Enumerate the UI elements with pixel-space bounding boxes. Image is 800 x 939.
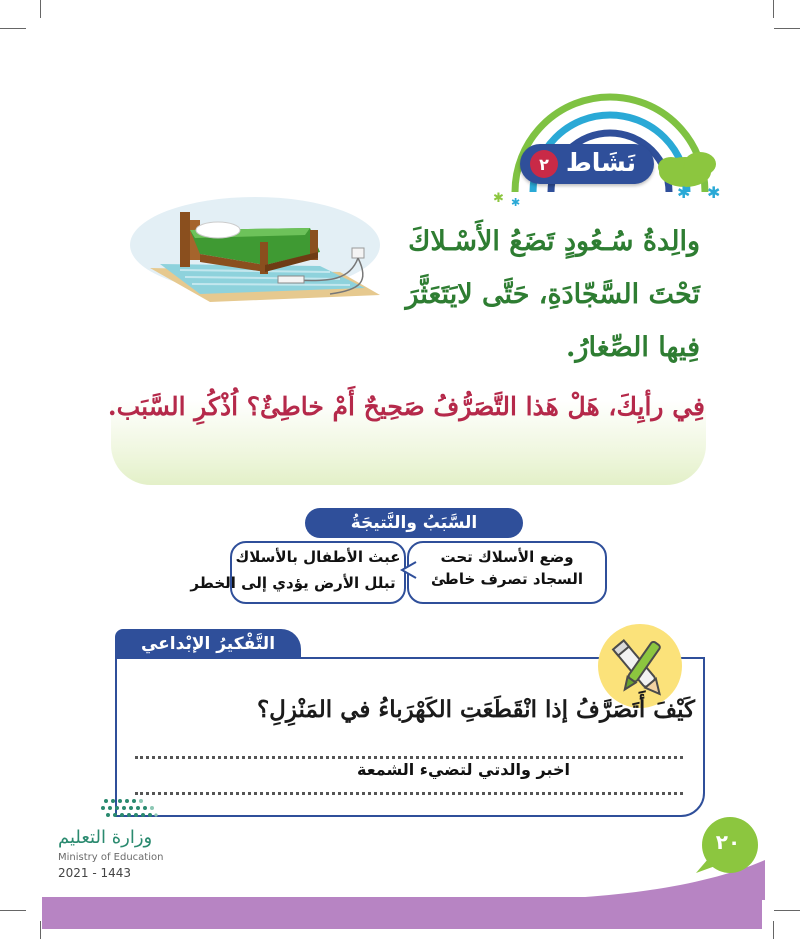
activity-title: نَشَاط <box>565 148 636 177</box>
ministry-name-ar: وزارة التعليم <box>58 827 153 848</box>
crop-mark <box>774 28 800 29</box>
activity-question: فِي رأيِكَ، هَلْ هَذا التَّصَرُّفُ صَحِيحٌ أَمْ خاطِئٌ؟ اُذْكُرِ السَّبَب. <box>107 392 705 421</box>
svg-text:✱: ✱ <box>493 191 504 206</box>
ministry-logo-icon <box>98 796 158 822</box>
crop-mark <box>40 921 41 939</box>
rainbow-icon <box>495 72 725 207</box>
answer-line <box>135 792 683 795</box>
crop-mark <box>40 0 41 18</box>
cause-line: السجاد تصرف خاطئ <box>430 570 584 588</box>
story-line: فِيها الصِّغارُ. <box>566 332 700 363</box>
creative-thinking-tab: التَّفْكيرُ الإبْداعي <box>115 629 301 659</box>
creative-answer: اخبر والدتي لتضيء الشمعة <box>357 760 570 779</box>
cause-box <box>407 541 607 604</box>
activity-number: ٢ <box>530 150 558 178</box>
effect-line: عبث الأطفال بالأسلاك <box>235 548 401 566</box>
edition-year: 2021 - 1443 <box>58 866 132 880</box>
crop-mark <box>773 921 774 939</box>
effect-line: تبلل الأرض يؤدي إلى الخطر <box>190 574 396 592</box>
story-line: والِدةُ سُـعُودٍ تَضَعُ الأَسْـلاكَ <box>408 226 700 257</box>
page-number: ٢٠ <box>715 830 741 854</box>
crop-mark <box>0 28 26 29</box>
creative-question: كَيْفَ أَتَصَرَّفُ إذا انْقَطَعَتِ الكَهْرَباءُ في المَنْزِلِ؟ <box>256 696 695 723</box>
story-line: تَحْتَ السَّجّادَةِ، حَتَّى لايَتَعَثَّرَ <box>405 279 700 310</box>
arrow-left-icon <box>398 560 418 580</box>
svg-text:✱: ✱ <box>511 196 521 209</box>
activity-header <box>520 144 654 184</box>
bed-illustration <box>130 190 390 310</box>
svg-text:✱: ✱ <box>677 183 691 202</box>
effect-box <box>230 541 406 604</box>
ministry-name-en: Ministry of Education <box>58 852 164 863</box>
svg-text:✱: ✱ <box>707 183 721 202</box>
cause-line: وضع الأسلاك تحت <box>440 548 574 566</box>
crop-mark <box>774 910 800 911</box>
footer-band <box>42 897 762 929</box>
cause-effect-title: السَّبَبُ والنَّتيجَةُ <box>305 508 523 538</box>
crop-mark <box>0 910 26 911</box>
story-text <box>370 215 700 374</box>
answer-line <box>135 756 683 759</box>
crop-mark <box>773 0 774 18</box>
